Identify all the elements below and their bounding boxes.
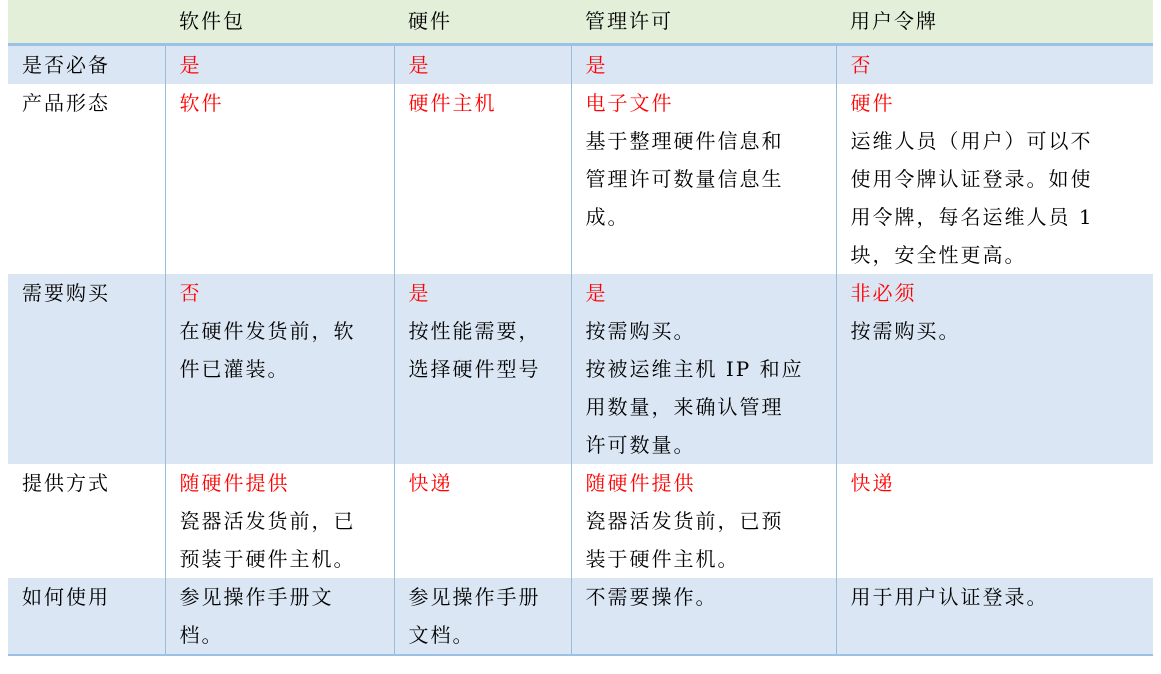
- cell-management-license: [571, 45, 836, 85]
- column-header-software-package: 软件包: [165, 0, 394, 45]
- column-header-hardware: 硬件: [394, 0, 571, 45]
- cell-user-token: [836, 578, 1153, 655]
- cell-hardware: [394, 274, 571, 464]
- cell-text-line: 瓷器活发货前，已: [179, 509, 356, 533]
- cell-highlight-text: 电子文件: [585, 91, 674, 115]
- cell-text-line: 按需购买。: [585, 319, 696, 343]
- cell-highlight-text: 否: [850, 53, 873, 77]
- cell-text-line: 许可数量。: [585, 433, 696, 457]
- cell-user-token: [836, 464, 1153, 578]
- cell-highlight-text: 是: [585, 53, 608, 77]
- cell-highlight-text: 是: [179, 53, 202, 77]
- cell-text-line: 预装于硬件主机。: [179, 547, 356, 571]
- column-header-user-token: 用户令牌: [836, 0, 1153, 45]
- row-label: 产品形态: [8, 84, 165, 274]
- row-delivery: [8, 464, 1153, 578]
- cell-highlight-text: 快递: [850, 471, 895, 495]
- cell-text-line: 参见操作手册文: [179, 585, 334, 609]
- cell-software-package: [165, 578, 394, 655]
- cell-text-line: 件已灌装。: [179, 357, 290, 381]
- cell-highlight-text: 是: [408, 53, 431, 77]
- cell-text-line: 参见操作手册: [408, 585, 541, 609]
- cell-text-line: 按被运维主机 IP 和应: [585, 357, 804, 381]
- cell-user-token: [836, 84, 1153, 274]
- row-product-form: [8, 84, 1153, 274]
- cell-user-token: [836, 45, 1153, 85]
- cell-text-line: 管理许可数量信息生: [585, 167, 784, 191]
- cell-text-line: 在硬件发货前，软: [179, 319, 356, 343]
- cell-text-line: 装于硬件主机。: [585, 547, 740, 571]
- cell-text-line: 档。: [179, 623, 224, 647]
- cell-highlight-text: 是: [408, 281, 431, 305]
- cell-text-line: 运维人员（用户）可以不: [850, 129, 1093, 153]
- cell-highlight-text: 硬件主机: [408, 91, 497, 115]
- cell-highlight-text: 随硬件提供: [585, 471, 696, 495]
- cell-highlight-text: 软件: [179, 91, 224, 115]
- cell-hardware: [394, 45, 571, 85]
- cell-software-package: [165, 464, 394, 578]
- cell-text-line: 块，安全性更高。: [850, 243, 1027, 267]
- comparison-table: [8, 0, 1153, 656]
- cell-text-line: 按需购买。: [850, 319, 961, 343]
- cell-text-line: 文档。: [408, 623, 475, 647]
- cell-highlight-text: 非必须: [850, 281, 917, 305]
- cell-software-package: [165, 274, 394, 464]
- cell-highlight-text: 是: [585, 281, 608, 305]
- row-label: 是否必备: [8, 45, 165, 85]
- cell-text-line: 不需要操作。: [585, 585, 718, 609]
- cell-management-license: [571, 274, 836, 464]
- cell-hardware: [394, 464, 571, 578]
- cell-text-line: 成。: [585, 205, 630, 229]
- cell-management-license: [571, 464, 836, 578]
- row-usage: [8, 578, 1153, 655]
- header-corner: [8, 0, 165, 45]
- cell-software-package: [165, 84, 394, 274]
- cell-text-line: 选择硬件型号: [408, 357, 541, 381]
- cell-user-token: [836, 274, 1153, 464]
- cell-software-package: [165, 45, 394, 85]
- header-row: [8, 0, 1153, 45]
- cell-text-line: 按性能需要，: [408, 319, 541, 343]
- row-label: 如何使用: [8, 578, 165, 655]
- column-header-management-license: 管理许可: [571, 0, 836, 45]
- row-label: 需要购买: [8, 274, 165, 464]
- cell-management-license: [571, 578, 836, 655]
- cell-highlight-text: 快递: [408, 471, 453, 495]
- cell-hardware: [394, 84, 571, 274]
- cell-text-line: 用于用户认证登录。: [850, 585, 1049, 609]
- cell-highlight-text: 否: [179, 281, 202, 305]
- cell-text-line: 基于整理硬件信息和: [585, 129, 784, 153]
- cell-text-line: 用数量，来确认管理: [585, 395, 784, 419]
- row-required: [8, 45, 1153, 85]
- cell-text-line: 用令牌，每名运维人员 1: [850, 205, 1094, 229]
- cell-management-license: [571, 84, 836, 274]
- cell-text-line: 瓷器活发货前，已预: [585, 509, 784, 533]
- cell-text-line: 使用令牌认证登录。如使: [850, 167, 1093, 191]
- cell-hardware: [394, 578, 571, 655]
- cell-highlight-text: 硬件: [850, 91, 895, 115]
- row-label: 提供方式: [8, 464, 165, 578]
- cell-highlight-text: 随硬件提供: [179, 471, 290, 495]
- row-purchase: [8, 274, 1153, 464]
